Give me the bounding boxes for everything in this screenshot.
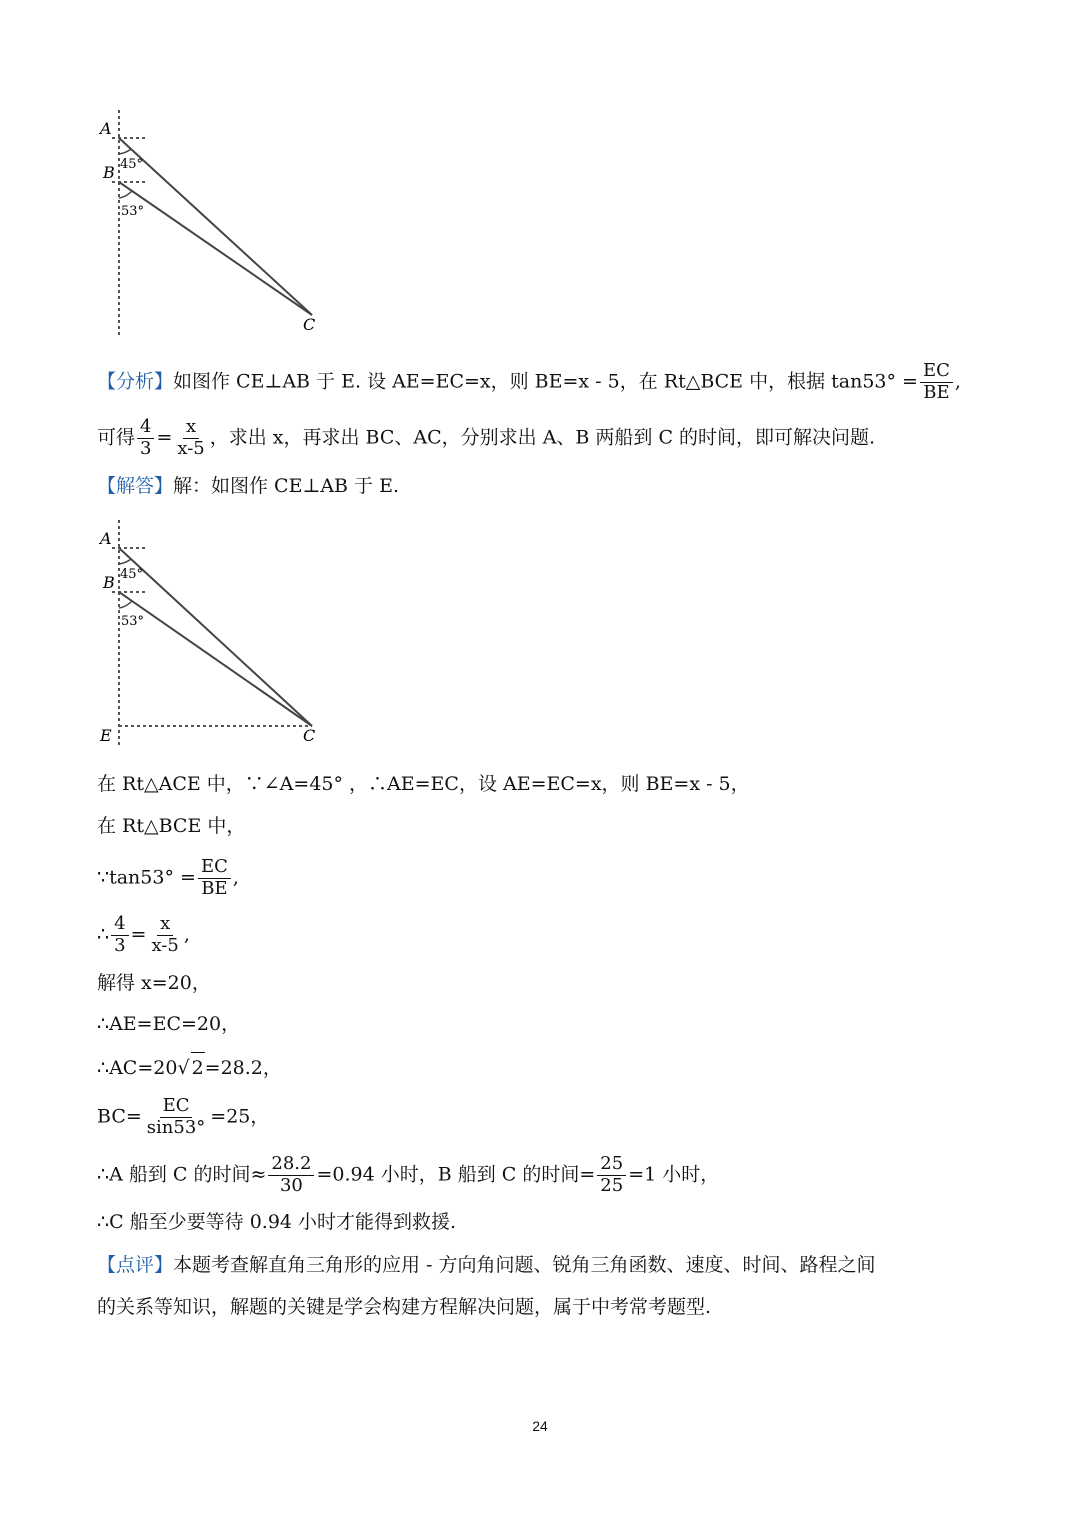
tail: ,	[183, 923, 190, 946]
answer-tag: 【解答】	[97, 475, 174, 497]
analysis-fraction-4-3	[137, 418, 154, 459]
fraction-4-3	[111, 915, 128, 956]
angle-arc-45	[119, 559, 131, 564]
label-c: C	[303, 315, 316, 334]
label-b: B	[103, 573, 115, 592]
analysis-text-1: 如图作 CE⊥AB 于 E. 设 AE=EC=x，则 BE=x - 5，在 Rt△BCE 中，根据 tan53° =	[173, 370, 918, 393]
frac-num: x	[183, 418, 199, 439]
line-ac	[119, 548, 312, 726]
solution-line-4	[97, 915, 190, 956]
fraction-ec-be	[198, 858, 231, 899]
time-tail: =1 小时，	[628, 1163, 720, 1186]
angle-arc-45	[119, 149, 131, 154]
solution-line-6: ∴AE=EC=20，	[97, 1013, 241, 1035]
frac-den: 25	[600, 1174, 624, 1196]
analysis-text-2: ，求出 x，再求出 BC、AC，分别求出 A、B 两船到 C 的时间，即可解决问题.	[209, 426, 876, 449]
label-a: A	[100, 119, 112, 138]
frac-den: BE	[201, 877, 228, 899]
comment-line-2: 的关系等知识，解题的关键是学会构建方程解决问题，属于中考常考题型.	[97, 1296, 712, 1318]
frac-num: x	[157, 915, 173, 936]
analysis-tail: ,	[954, 370, 961, 393]
angle-label-45: 45°	[120, 157, 144, 172]
analysis-line-2	[97, 418, 875, 459]
page-number: 24	[532, 1418, 548, 1434]
frac-num: 28.2	[268, 1155, 314, 1176]
solution-line-8	[97, 1097, 269, 1138]
frac-den: 3	[140, 437, 152, 459]
analysis-line-1	[97, 362, 961, 403]
fraction-x	[148, 915, 181, 956]
solution-line-5: 解得 x=20，	[97, 972, 211, 994]
solution-line-7: ∴AC=20√ 2=28.2，	[97, 1052, 282, 1083]
ac-prefix: ∴AC=20	[97, 1057, 178, 1079]
label-e: E	[100, 726, 112, 745]
frac-den: sin53°	[146, 1116, 206, 1138]
solution-line-9	[97, 1155, 719, 1196]
time-a-prefix: ∴A 船到 C 的时间≈	[97, 1163, 267, 1186]
tail: ,	[232, 866, 239, 889]
ac-tail: =28.2，	[204, 1057, 282, 1079]
solution-line-1: 在 Rt△ACE 中，∵∠A=45° ，∴AE=EC，设 AE=EC=x，则 BE=x - 5，	[97, 773, 750, 795]
equals: =	[130, 923, 147, 946]
frac-den: BE	[923, 381, 950, 403]
fraction-25-25	[597, 1155, 626, 1196]
frac-num: 25	[597, 1155, 626, 1176]
analysis-fraction-ec-be	[920, 362, 953, 403]
analysis-fraction-x	[174, 418, 207, 459]
comment-tag: 【点评】	[97, 1254, 174, 1276]
figure-1-diagram	[90, 105, 330, 340]
angle-label-53: 53°	[121, 614, 145, 629]
analysis-tag: 【分析】	[97, 370, 174, 393]
fraction-ec-sin53	[144, 1097, 209, 1138]
frac-num: EC	[160, 1097, 193, 1118]
frac-num: EC	[920, 362, 953, 383]
frac-den: x-5	[151, 934, 179, 956]
frac-den: 30	[279, 1174, 303, 1196]
analysis-prefix: 可得	[97, 426, 136, 449]
answer-line	[97, 471, 399, 501]
fraction-28-2-30	[268, 1155, 314, 1196]
frac-num: 4	[111, 915, 128, 936]
label-a: A	[100, 529, 112, 548]
therefore: ∴	[97, 923, 110, 946]
angle-arc-53	[119, 601, 132, 608]
label-c: C	[303, 726, 316, 745]
line-bc	[119, 592, 312, 726]
frac-den: x-5	[177, 437, 205, 459]
line-bc	[119, 182, 312, 315]
angle-arc-53	[119, 191, 132, 198]
angle-label-53: 53°	[121, 204, 145, 219]
comment-text-1: 本题考查解直角三角形的应用 - 方向角问题、锐角三角函数、速度、时间、路程之间	[173, 1254, 876, 1276]
figure-2-diagram	[90, 515, 330, 750]
solution-line-10: ∴C 船至少要等待 0.94 小时才能得到救援.	[97, 1211, 457, 1233]
label-b: B	[103, 163, 115, 182]
line-ac	[119, 138, 312, 315]
angle-label-45: 45°	[120, 567, 144, 582]
bc-prefix: BC=	[97, 1105, 142, 1128]
equals: =	[156, 426, 173, 449]
answer-text: 解：如图作 CE⊥AB 于 E.	[173, 475, 400, 497]
bc-tail: =25，	[210, 1105, 270, 1128]
solution-line-2: 在 Rt△BCE 中，	[97, 815, 246, 837]
comment-line-1	[97, 1250, 876, 1280]
sqrt-radicand: 2	[191, 1052, 205, 1083]
time-mid: =0.94 小时，B 船到 C 的时间=	[316, 1163, 596, 1186]
frac-num: EC	[198, 858, 231, 879]
solution-line-3	[97, 858, 239, 899]
frac-num: 4	[137, 418, 154, 439]
frac-den: 3	[114, 934, 126, 956]
tan-prefix: ∵tan53° =	[97, 866, 196, 889]
